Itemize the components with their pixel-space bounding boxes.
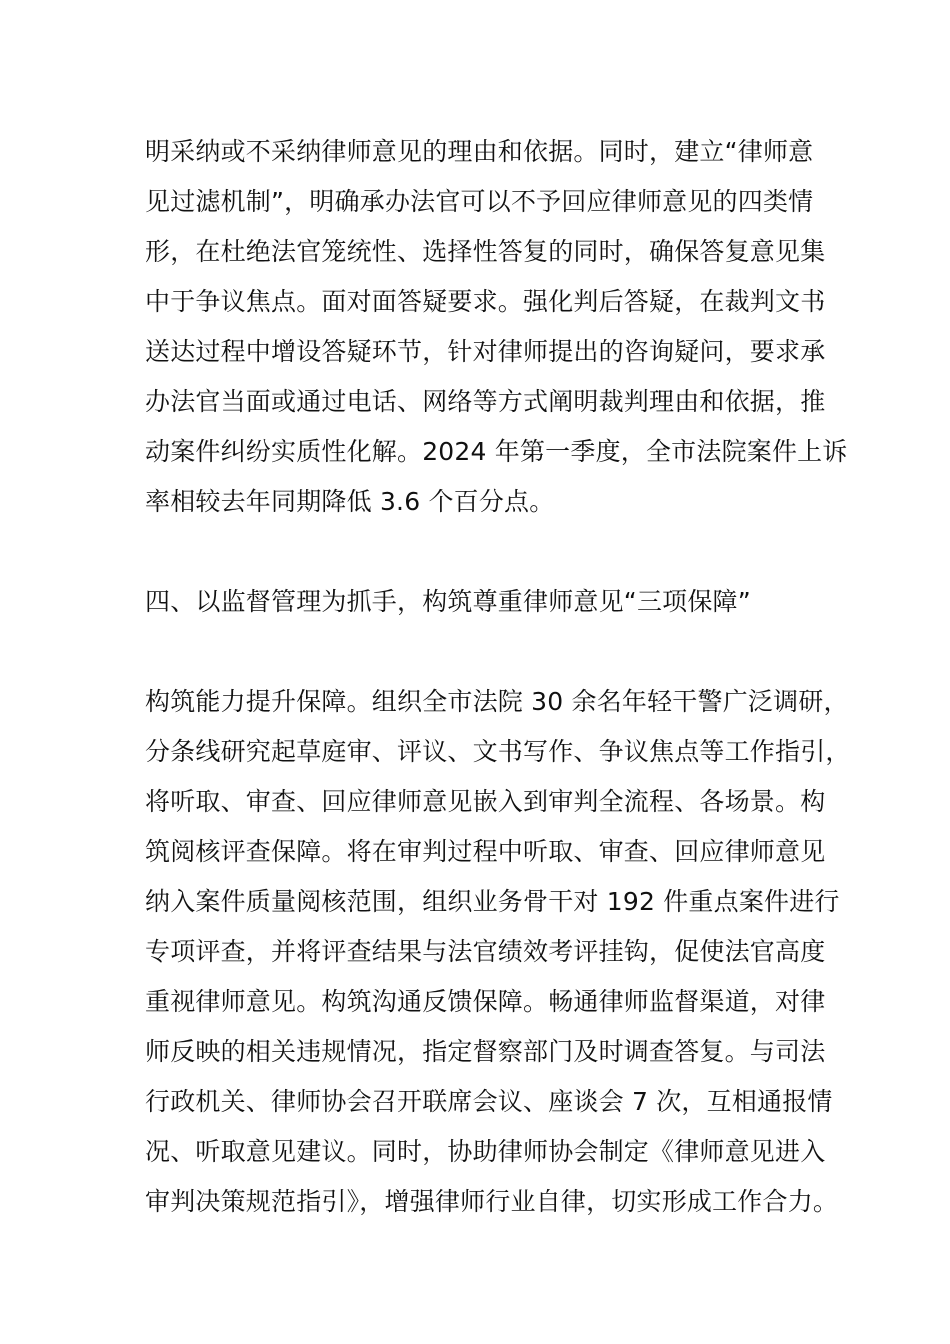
text-line: 办法官当面或通过电话、网络等方式阐明裁判理由和依据，推: [145, 387, 826, 416]
text-line: 率相较去年同期降低 3.6 个百分点。: [145, 487, 555, 516]
text-line: 专项评查，并将评查结果与法官绩效考评挂钩，促使法官高度: [145, 937, 826, 966]
text-line: 形，在杜绝法官笼统性、选择性答复的同时，确保答复意见集: [145, 237, 826, 266]
text-line: 见过滤机制”，明确承办法官可以不予回应律师意见的四类情: [145, 187, 814, 216]
text-line: 行政机关、律师协会召开联席会议、座谈会 7 次，互相通报情: [145, 1087, 833, 1116]
text-line: 纳入案件质量阅核范围，组织业务骨干对 192 件重点案件进行: [145, 887, 840, 916]
text-line: 动案件纠纷实质性化解。2024 年第一季度，全市法院案件上诉: [145, 437, 848, 466]
text-line: 师反映的相关违规情况，指定督察部门及时调查答复。与司法: [145, 1037, 826, 1066]
text-line: 送达过程中增设答疑环节，针对律师提出的咨询疑问，要求承: [145, 337, 826, 366]
text-line: 将听取、审查、回应律师意见嵌入到审判全流程、各场景。构: [145, 787, 826, 816]
text-line: 分条线研究起草庭审、评议、文书写作、争议焦点等工作指引，: [145, 737, 851, 766]
text-line: 筑阅核评查保障。将在审判过程中听取、审查、回应律师意见: [145, 837, 826, 866]
text-line: 重视律师意见。构筑沟通反馈保障。畅通律师监督渠道，对律: [145, 987, 826, 1016]
section-heading: 四、以监督管理为抓手，构筑尊重律师意见“三项保障”: [145, 587, 751, 616]
text-line: 明采纳或不采纳律师意见的理由和依据。同时，建立“律师意: [145, 137, 814, 166]
text-line: 审判决策规范指引》，增强律师行业自律，切实形成工作合力。: [145, 1187, 839, 1216]
text-line: 中于争议焦点。面对面答疑要求。强化判后答疑，在裁判文书: [145, 287, 826, 316]
text-line: 构筑能力提升保障。组织全市法院 30 余名年轻干警广泛调研，: [145, 687, 849, 716]
text-line: 况、听取意见建议。同时，协助律师协会制定《律师意见进入: [145, 1137, 826, 1166]
